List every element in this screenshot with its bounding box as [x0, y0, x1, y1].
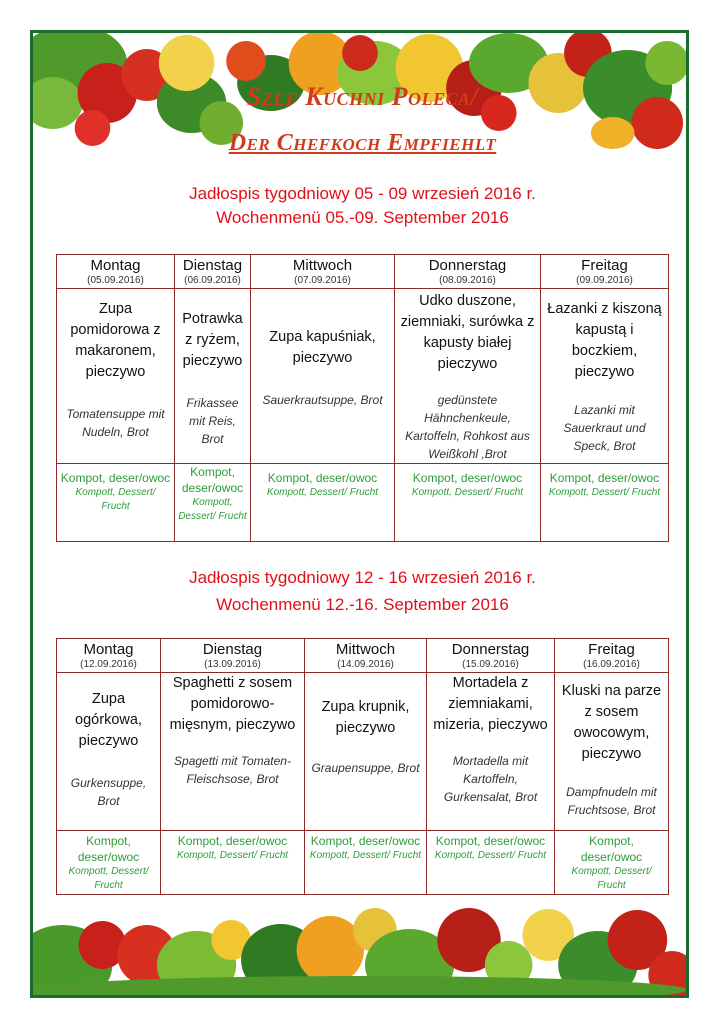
dish-german: Spagetti mit Tomaten-Fleischsose, Brot	[174, 754, 291, 786]
day-header	[161, 639, 305, 673]
dish-cell	[57, 289, 175, 464]
dessert-cell	[57, 464, 175, 542]
table-row-main-dish	[57, 673, 669, 831]
day-date: (14.09.2016)	[337, 659, 394, 670]
day-date: (08.09.2016)	[439, 275, 496, 286]
day-header	[57, 255, 175, 289]
dish-cell	[555, 673, 669, 831]
day-header	[305, 639, 427, 673]
day-date: (05.09.2016)	[87, 275, 144, 286]
week-1-heading	[0, 182, 725, 230]
dessert-german: Kompott, Dessert/ Frucht	[68, 866, 149, 891]
dessert-polish: Kompot, deser/owoc	[77, 834, 140, 864]
vegetable-border-bottom	[33, 895, 686, 998]
day-date: (12.09.2016)	[80, 659, 137, 670]
day-date: (16.09.2016)	[583, 659, 640, 670]
week-2-title-polish: Jadłospis tygodniowy 12 - 16 wrzesień 2016 r.	[189, 568, 536, 587]
dessert-cell	[395, 464, 541, 542]
dish-german: Frikassee mit Reis, Brot	[186, 396, 239, 446]
day-name: Mittwoch	[335, 641, 396, 658]
day-header	[427, 639, 555, 673]
dessert-german: Kompott, Dessert/ Frucht	[266, 487, 379, 498]
dish-cell	[251, 289, 395, 464]
dish-polish: Spaghetti z sosem pomidorowo-mięsnym, pieczywo	[169, 675, 296, 733]
table-row-main-dish	[57, 289, 669, 464]
dessert-german: Kompott, Dessert/ Frucht	[434, 850, 547, 861]
dish-german: Mortadella mit Kartoffeln, Gurkensalat, Brot	[443, 754, 538, 804]
dish-german: Tomatensuppe mit Nudeln, Brot	[66, 407, 165, 439]
dessert-german: Kompott, Dessert/ Frucht	[176, 850, 289, 861]
dessert-polish: Kompot, deser/owoc	[177, 834, 288, 848]
day-name: Montag	[90, 257, 141, 274]
day-name: Freitag	[588, 641, 635, 658]
dessert-cell	[251, 464, 395, 542]
dessert-german: Kompott, Dessert/ Frucht	[75, 487, 156, 512]
day-header	[395, 255, 541, 289]
day-header	[251, 255, 395, 289]
day-date: (15.09.2016)	[462, 659, 519, 670]
dish-german: Sauerkrautsuppe, Brot	[262, 393, 383, 407]
dessert-cell	[161, 831, 305, 895]
table-row-dessert	[57, 464, 669, 542]
day-header	[541, 255, 669, 289]
dessert-polish: Kompot, deser/owoc	[60, 471, 171, 485]
dessert-cell	[427, 831, 555, 895]
dessert-cell	[57, 831, 161, 895]
dish-cell	[541, 289, 669, 464]
dessert-cell	[541, 464, 669, 542]
dessert-polish: Kompot, deser/owoc	[549, 471, 660, 485]
dessert-cell	[305, 831, 427, 895]
day-name: Donnerstag	[451, 641, 530, 658]
dessert-german: Kompott, Dessert/ Frucht	[411, 487, 524, 498]
day-header	[555, 639, 669, 673]
dish-polish: Zupa kapuśniak, pieczywo	[269, 329, 376, 366]
week-2-heading	[0, 566, 725, 620]
page-title-polish: Szef Kuchni Poleca/	[246, 82, 479, 111]
week-2-menu-table	[56, 638, 669, 895]
dessert-polish: Kompot, deser/owoc	[580, 834, 643, 864]
table-header-row	[57, 255, 669, 289]
dish-cell	[161, 673, 305, 831]
dessert-german: Kompott, Dessert/ Frucht	[309, 850, 422, 861]
dish-cell	[427, 673, 555, 831]
dish-german: Graupensuppe, Brot	[311, 761, 420, 775]
dish-polish: Udko duszone, ziemniaki, surówka z kapusty białej pieczywo	[400, 293, 535, 372]
day-date: (06.09.2016)	[184, 275, 241, 286]
week-2-title-german: Wochenmenü 12.-16. September 2016	[216, 595, 509, 614]
dish-polish: Łazanki z kiszoną kapustą i boczkiem, pieczywo	[547, 301, 662, 380]
day-name: Dienstag	[182, 257, 243, 274]
dish-polish: Potrawka z ryżem, pieczywo	[182, 311, 243, 369]
day-header	[57, 639, 161, 673]
table-row-dessert	[57, 831, 669, 895]
day-header	[175, 255, 251, 289]
dish-polish: Zupa ogórkowa, pieczywo	[75, 691, 142, 749]
dish-polish: Zupa pomidorowa z makaronem, pieczywo	[70, 301, 161, 380]
week-1-menu-table	[56, 254, 669, 542]
dessert-polish: Kompot, deser/owoc	[310, 834, 421, 848]
dish-polish: Kluski na parze z sosem owocowym, pieczywo	[561, 683, 662, 762]
day-date: (13.09.2016)	[204, 659, 261, 670]
day-name: Mittwoch	[292, 257, 353, 274]
dish-cell	[395, 289, 541, 464]
dessert-polish: Kompot, deser/owoc	[412, 471, 523, 485]
day-name: Dienstag	[202, 641, 263, 658]
dessert-polish: Kompot, deser/owoc	[267, 471, 378, 485]
dessert-cell	[555, 831, 669, 895]
day-name: Montag	[83, 641, 134, 658]
week-1-title-german: Wochenmenü 05.-09. September 2016	[216, 208, 509, 227]
dish-german: Dampfnudeln mit Fruchtsose, Brot	[566, 785, 657, 817]
dish-german: gedünstete Hähnchenkeule, Kartoffeln, Rohkost aus Weißkohl ,Brot	[405, 393, 530, 461]
dish-cell	[305, 673, 427, 831]
dish-german: Gurkensuppe, Brot	[70, 776, 147, 808]
day-name: Donnerstag	[428, 257, 507, 274]
dish-cell	[175, 289, 251, 464]
dessert-polish: Kompot, deser/owoc	[181, 465, 244, 495]
dessert-german: Kompott, Dessert/ Frucht	[571, 866, 652, 891]
day-date: (09.09.2016)	[576, 275, 633, 286]
dish-cell	[57, 673, 161, 831]
day-date: (07.09.2016)	[294, 275, 351, 286]
dessert-polish: Kompot, deser/owoc	[435, 834, 546, 848]
page-title-german: Der Chefkoch Empfiehlt	[228, 130, 497, 156]
dish-polish: Mortadela z ziemniakami, mizeria, pieczywo	[433, 675, 548, 733]
table-header-row	[57, 639, 669, 673]
week-1-title-polish: Jadłospis tygodniowy 05 - 09 wrzesień 2016 r.	[189, 184, 536, 203]
dessert-german: Kompott, Dessert/ Frucht	[548, 487, 661, 498]
dish-german: Lazanki mit Sauerkraut und Speck, Brot	[563, 403, 646, 453]
day-name: Freitag	[581, 257, 628, 274]
dish-polish: Zupa krupnik, pieczywo	[321, 699, 410, 736]
dessert-german: Kompott, Dessert/ Frucht	[178, 497, 247, 522]
dessert-cell	[175, 464, 251, 542]
